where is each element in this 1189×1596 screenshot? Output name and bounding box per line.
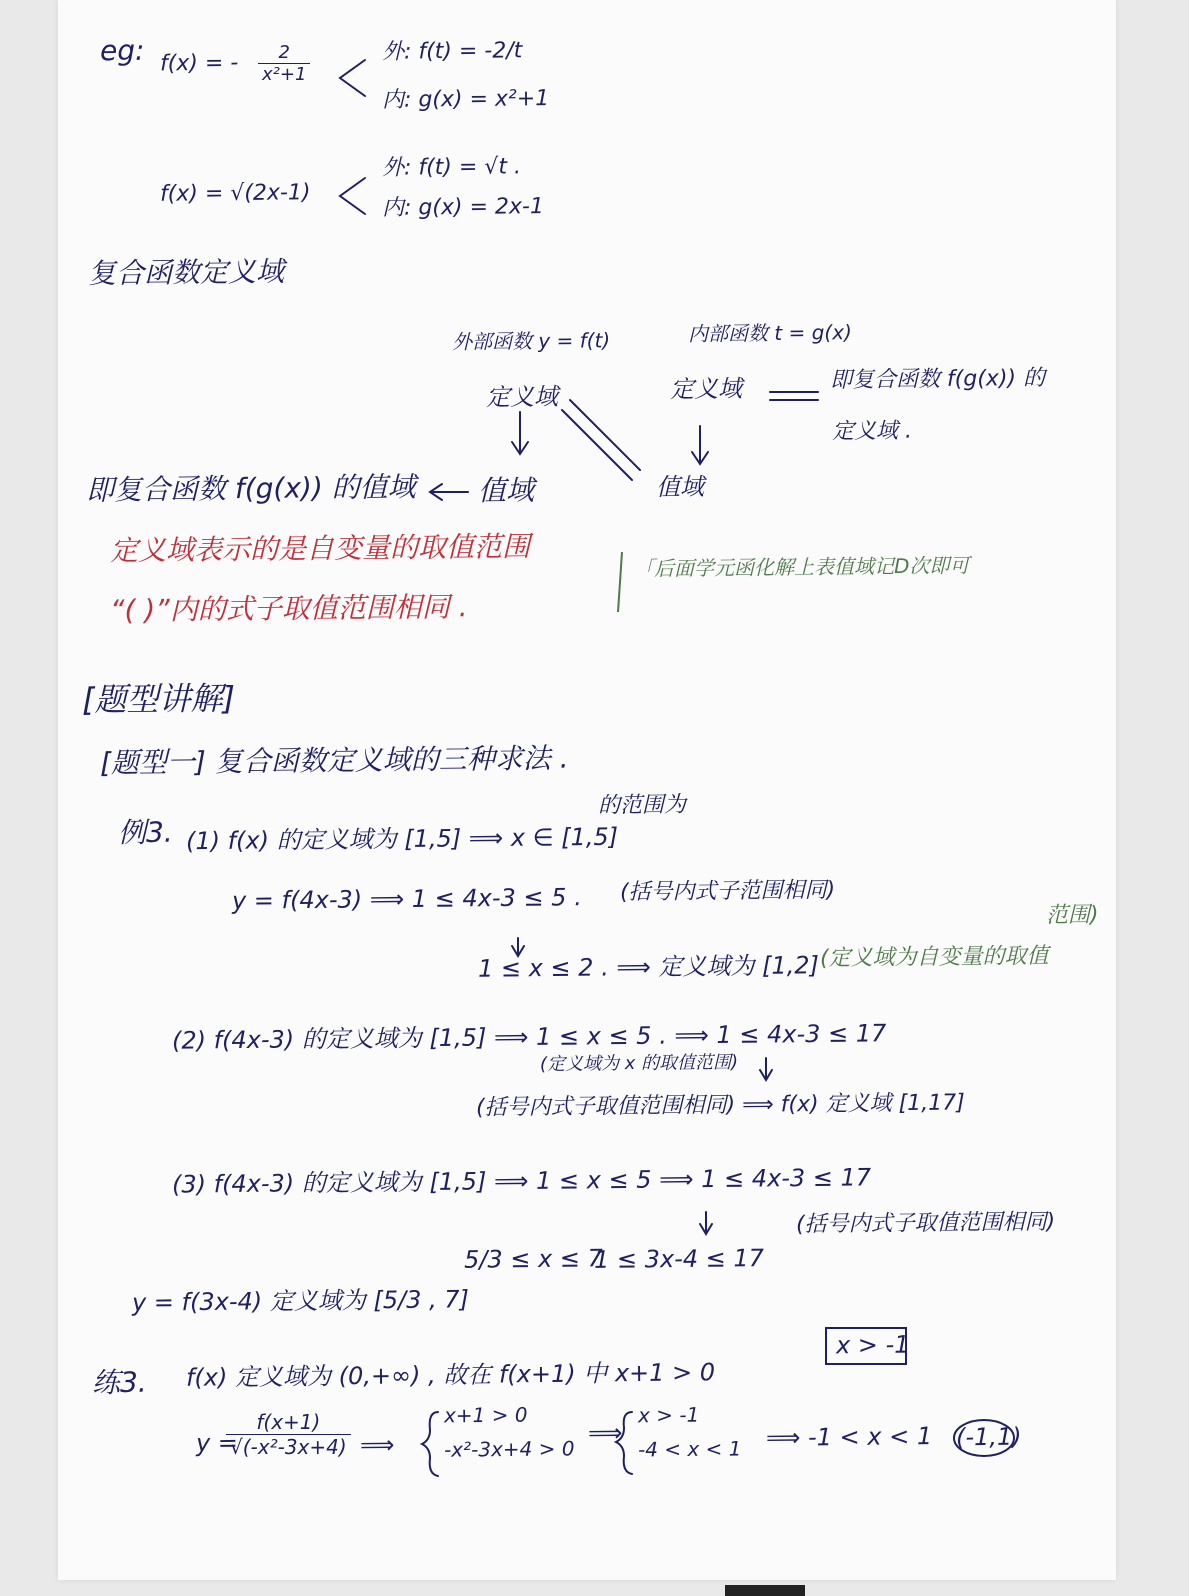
left-arrow-icon	[430, 484, 468, 500]
equals-diagonal-icon	[562, 400, 640, 480]
p3-note-1: (括号内式子取值范围相同)	[795, 1209, 1056, 1238]
p3-line-4: y = f(3x-4) 定义域为 [5/3 , 7]	[131, 1285, 470, 1317]
inner-domain-label: 定义域	[669, 374, 743, 404]
practice-3-y: y =	[195, 1428, 239, 1458]
red-note-line-2: “( )”内的式子取值范围相同 .	[109, 590, 468, 627]
ex1-lhs: f(x) = -	[159, 50, 239, 77]
p1-note-3a: (定义域为自变量的取值	[819, 943, 1049, 972]
down-arrow-icon	[692, 426, 708, 464]
p2-line-1: (2) f(4x-3) 的定义域为 [1,5] ⟹ 1 ≤ x ≤ 5 . ⟹ 1 ≤ 4x-3 ≤ 17	[171, 1019, 887, 1055]
system-1-b: -x²-3x+4 > 0	[443, 1436, 575, 1462]
system-2-a: x > -1	[637, 1402, 700, 1428]
red-note-line-1: 定义域表示的是自变量的取值范围	[109, 529, 531, 568]
inner-range-label: 值域	[655, 472, 705, 502]
page-edge-mark	[725, 1585, 805, 1596]
p3-line-1: (3) f(4x-3) 的定义域为 [1,5] ⟹ 1 ≤ x ≤ 5 ⟹ 1 ≤ 4x-3 ≤ 17	[171, 1163, 872, 1199]
branch-bracket-icon	[340, 60, 365, 96]
green-side-note: 「后面学元函化解上表值域记D次即可	[633, 553, 970, 581]
practice-3-result: ⟹ -1 < x < 1	[765, 1422, 933, 1452]
ex1-frac-num: 2	[258, 42, 310, 64]
p1-line-2: y = f(4x-3) ⟹ 1 ≤ 4x-3 ≤ 5 .	[231, 883, 582, 915]
inner-function-label: 内部函数 t = g(x)	[687, 320, 852, 346]
p1-note-3b: 范围)	[1045, 902, 1099, 929]
p3-line-2: 1 ≤ 3x-4 ≤ 17	[593, 1244, 765, 1274]
p1-note-2: (括号内式子范围相同)	[619, 877, 836, 906]
down-arrow-icon	[512, 938, 524, 956]
p1-line-1: (1) f(x) 的定义域为 [1,5] ⟹ x ∈ [1,5]	[185, 822, 619, 856]
branch-bracket-icon	[340, 178, 365, 214]
heading-question-types: [题型讲解]	[81, 679, 236, 719]
practice-3-label: 练3.	[91, 1365, 147, 1400]
ex1-frac-den: x²+1	[262, 64, 307, 85]
eg-label: eg:	[99, 33, 145, 68]
p3-line-3: 5/3 ≤ x ≤ 7	[463, 1244, 603, 1274]
section-title: 复合函数定义域	[87, 254, 285, 291]
ex2-inner: 内: g(x) = 2x-1	[381, 194, 545, 221]
ex2-lhs: f(x) = √(2x-1)	[159, 180, 311, 207]
practice-3-line-1: f(x) 定义域为 (0,+∞) , 故在 f(x+1) 中 x+1 > 0	[185, 1358, 716, 1392]
down-arrow-icon	[700, 1212, 712, 1234]
outer-function-label: 外部函数 y = f(t)	[451, 328, 611, 354]
composite-range-label: 即复合函数 f(g(x)) 的值域	[85, 470, 416, 507]
outer-domain-label: 定义域	[485, 382, 559, 412]
practice-3-fraction	[226, 1410, 351, 1459]
practice-frac-den: √(-x²-3x+4)	[230, 1435, 347, 1459]
p2-line-2: (括号内式子取值范围相同) ⟹ f(x) 定义域 [1,17]	[475, 1090, 965, 1121]
p1-range-note: 的范围为	[597, 792, 687, 819]
p2-note-1: (定义域为 x 的取值范围)	[539, 1051, 739, 1076]
inner-domain-note-2: 定义域 .	[831, 418, 913, 445]
outer-range-label: 值域	[477, 473, 535, 508]
practice-frac-num: f(x+1)	[226, 1410, 351, 1435]
equals-icon	[770, 392, 818, 400]
boxed-answer: x > -1	[835, 1330, 910, 1360]
implies-arrow-2: ⟹	[587, 1418, 623, 1448]
p1-line-3: 1 ≤ x ≤ 2 . ⟹ 定义域为 [1,2]	[477, 951, 820, 983]
ex2-outer: 外: f(t) = √t .	[381, 154, 522, 181]
type1-heading: [题型一] 复合函数定义域的三种求法 .	[99, 741, 569, 780]
problem-3-label: 例3.	[117, 815, 173, 850]
practice-3-answer: (-1,1)	[955, 1422, 1022, 1452]
system-2-b: -4 < x < 1	[637, 1436, 742, 1462]
ex1-inner: 内: g(x) = x²+1	[381, 86, 550, 113]
system-brace-icon	[422, 1412, 438, 1476]
ex1-fraction	[258, 42, 310, 85]
side-note-bar	[618, 552, 622, 612]
implies-arrow-1: ⟹	[359, 1430, 395, 1460]
down-arrow-icon	[760, 1058, 772, 1080]
system-1-a: x+1 > 0	[443, 1402, 528, 1428]
down-arrow-icon	[512, 412, 528, 454]
ex1-outer: 外: f(t) = -2/t	[381, 38, 523, 65]
inner-domain-note-1: 即复合函数 f(g(x)) 的	[829, 365, 1046, 394]
